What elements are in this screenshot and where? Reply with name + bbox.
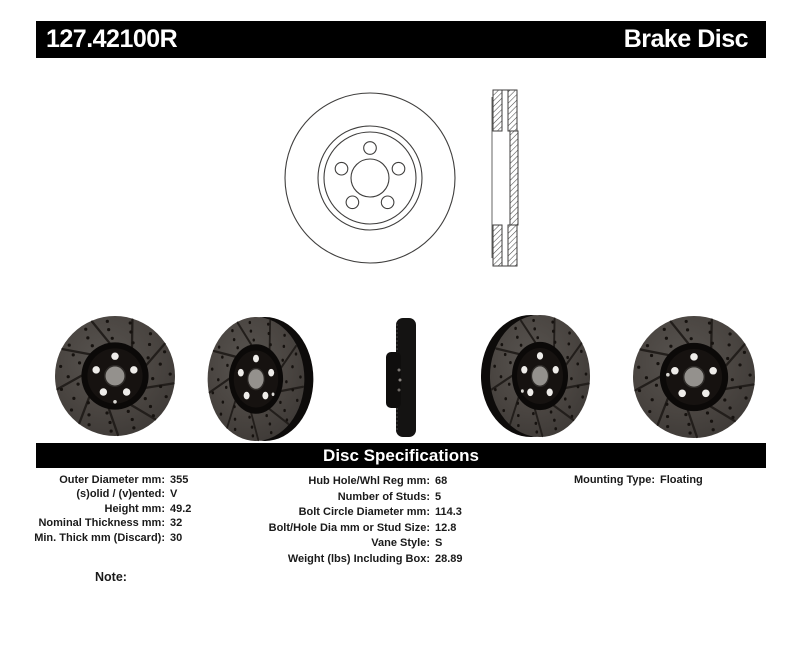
spec-row-mounting-type: [520, 473, 703, 487]
spec-value: 114.3: [435, 506, 462, 518]
spec-value: 32: [170, 517, 183, 530]
spec-row-nominal-thickness: [25, 516, 191, 530]
spec-label: Outer Diameter mm:: [59, 474, 165, 486]
product-type-title: Brake Disc: [623, 25, 748, 53]
spec-row-outer-diameter: [25, 473, 191, 487]
disc-specifications-banner: [36, 443, 766, 468]
spec-label: Number of Studs:: [337, 490, 430, 503]
spec-value: 28.89: [435, 552, 463, 565]
spec-label: (s)olid / (v)ented:: [76, 488, 165, 501]
spec-column-middle: [268, 474, 463, 567]
disc-front-drawing: [285, 93, 455, 263]
spec-value: S: [435, 537, 443, 549]
spec-value: 49.2: [170, 502, 192, 515]
rotor-photo-front-left: [55, 316, 175, 436]
spec-value: 30: [170, 531, 183, 544]
spec-value: 68: [435, 475, 448, 487]
spec-value: 355: [170, 474, 189, 486]
spec-value: 5: [435, 490, 442, 503]
part-number: 127.42100R: [46, 25, 178, 53]
spec-label: Height mm:: [104, 502, 165, 515]
spec-label: Nominal Thickness mm:: [38, 517, 165, 530]
spec-label: Mounting Type:: [573, 474, 655, 486]
rotor-photo-angled-right: [481, 315, 590, 437]
spec-label: Min. Thick mm (Discard):: [34, 531, 165, 544]
spec-row-number-of-studs: [268, 490, 463, 506]
spec-row-height: [25, 502, 191, 516]
rotor-photo-angled-left: [208, 317, 314, 441]
spec-column-right: [520, 473, 703, 487]
spec-row-weight: [268, 552, 463, 568]
spec-row-hub-hole: [268, 474, 463, 490]
spec-label: Bolt Circle Diameter mm:: [298, 506, 430, 518]
spec-value: Floating: [660, 474, 703, 486]
spec-label: Hub Hole/Whl Reg mm:: [308, 475, 430, 487]
spec-value: V: [170, 488, 178, 501]
spec-label: Vane Style:: [371, 537, 430, 549]
spec-row-vane-style: [268, 536, 463, 552]
rotor-photo-edge: [386, 318, 416, 437]
note-label: Note:: [95, 570, 127, 584]
spec-row-min-thick: [25, 531, 191, 545]
spec-row-bolt-circle-diameter: [268, 505, 463, 521]
disc-cross-section-drawing: [492, 90, 518, 266]
spec-column-left: [25, 473, 191, 545]
rotor-photo-front-right: [633, 316, 755, 438]
spec-label: Weight (lbs) Including Box:: [287, 552, 430, 565]
spec-row-solid-vented: [25, 487, 191, 501]
spec-row-bolt-hole-dia: [268, 521, 463, 537]
spec-label: Bolt/Hole Dia mm or Stud Size:: [268, 521, 430, 534]
banner-title: Disc Specifications: [323, 445, 479, 465]
spec-value: 12.8: [435, 521, 457, 534]
header-bar: [36, 21, 766, 58]
